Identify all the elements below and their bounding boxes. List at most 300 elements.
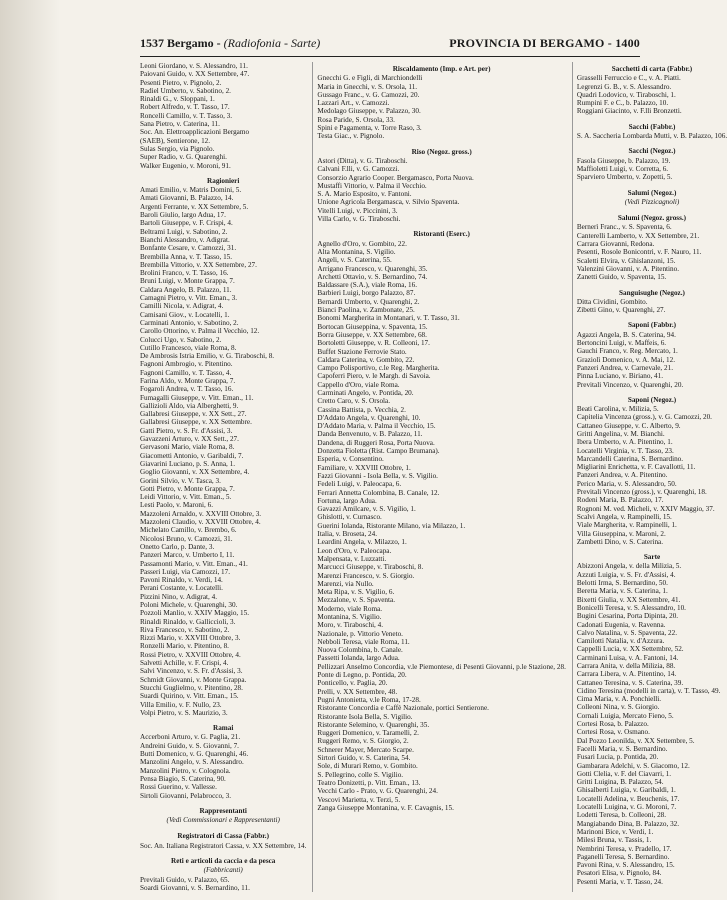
directory-entry: Bugini Cesarina, Porta Dipinta, 20. <box>576 612 679 621</box>
directory-entry: Cidino Teresina (modelli in carta), v. T. Tasso, 49. <box>576 686 721 695</box>
directory-entry: Lazzari Art., v. Camozzi. <box>317 99 390 108</box>
directory-entry: Carminati Antonio, v. Sabotino, 2. <box>140 318 239 327</box>
directory-entry: Lodetti Teresa, b. Colleoni, 28. <box>576 811 667 820</box>
directory-entry: Fagnoni Ambrogio, v. Pitentino. <box>140 360 233 369</box>
directory-entry: Gallabresi Giuseppe, v. XX Sett., 27. <box>140 410 247 419</box>
section-spacer <box>140 170 306 174</box>
section-title: Riso (Negoz. gross.) <box>411 147 472 156</box>
directory-entry: Cattaneo Teresina, v. S. Caterina, 39. <box>576 678 684 687</box>
directory-entry: Fortuna, largo Adua. <box>317 496 377 505</box>
directory-entry: Legrenzi G. B., v. S. Alessandro. <box>576 82 672 91</box>
directory-entry: Fasola Giuseppe, b. Palazzo, 19. <box>576 156 671 165</box>
directory-entry: Goglio Giovanni, v. XX Settembre, 4. <box>140 468 250 477</box>
directory-entry: Maria in Gnecchi, v. S. Orsola, 11. <box>317 82 418 91</box>
section-spacer <box>577 546 727 550</box>
section-spacer <box>140 825 306 829</box>
directory-entry: Sparviero Umberto, v. Zopetti, 5. <box>576 173 673 182</box>
directory-entry: Dal Pozzo Leonilda, v. XX Settembre, 5. <box>576 736 695 745</box>
directory-entry: Sana Pietro, v. Caterina, 11. <box>140 120 220 129</box>
directory-entry: Nebboli Teresa, viale Roma, 11. <box>317 637 410 646</box>
directory-entry: Rodeni Maria, B. Palazzo, 17. <box>576 496 664 505</box>
directory-entry: Pellizzari Anselmo Concordia, v.le Piemontese, di Pesenti Giovanni, p.le Stazione, 28. <box>317 662 566 671</box>
directory-entry: Fazzi Giovanni - Isola Bella, v. S. Vigilio. <box>317 471 438 480</box>
directory-entry: Sirtoli Giovanni, Pelabrocco, 3. <box>140 791 232 800</box>
directory-entry: Colucci Ugo, v. Sabotino, 2. <box>140 335 222 344</box>
directory-entry: Archetti Ottavio, v. S. Bernardino, 74. <box>317 272 428 281</box>
section-spacer <box>577 886 727 890</box>
directory-entry: Butti Domenico, v. G. Quarenghi, 46. <box>140 750 249 759</box>
directory-entry: Ibera Umberto, v. A. Pitentino, 1. <box>576 438 673 447</box>
directory-entry: Danda Benvenuto, v. B. Palazzo, 11. <box>317 430 423 439</box>
directory-entry: Marinoni Bice, v. Verdi, 1. <box>576 827 654 836</box>
directory-entry: S. Pellegrino, colle S. Vigilio. <box>317 770 404 779</box>
directory-entry: Facelli Maria, v. S. Bernardino. <box>576 744 668 753</box>
directory-entry: Passeri Luigi, via Camozzi, 17. <box>140 567 231 576</box>
directory-entry: Perico Maria, v. S. Alessandro, 50. <box>576 479 677 488</box>
directory-entry: Camilli Nicola, v. Adigrat, 4. <box>140 302 224 311</box>
directory-entry: Camilotti Natalia, v. d'Azzura. <box>576 637 665 646</box>
directory-entry: Marenzi Francesco, v. S. Giorgio. <box>317 571 415 580</box>
directory-entry: Fedeli Luigi, v. Paleocapa, 6. <box>317 480 402 489</box>
directory-entry: Sirtori Guido, v. S. Caterina, 54. <box>317 754 411 763</box>
section-title: Saponi (Negoz.) <box>627 395 677 404</box>
directory-entry: Mazzoleni Claudio, v. XXVIII Ottobre, 4. <box>140 518 261 527</box>
directory-entry: Rizzi Mario, v. XXVIII Ottobre, 3. <box>140 634 241 643</box>
directory-entry: Carrara Giovanni, Redona. <box>576 240 655 249</box>
directory-entry: Salvi Vincenzo, v. S. Fr. d'Assisi, 3. <box>140 667 243 676</box>
directory-entry: Riva Francesco, v. Sabotino, 2. <box>140 625 230 634</box>
directory-entry: Suardi Quirino, v. Vitt. Eman., 15. <box>140 692 239 701</box>
section-title: Ristoranti (Eserc.) <box>413 230 470 239</box>
directory-entry: Beretta Maria, v. S. Caterina, 1. <box>576 587 668 596</box>
directory-entry: Rinaldi Rinaldo, v. Galliccioli, 3. <box>140 617 236 626</box>
directory-entry: Testa Giac., v. Pignolo. <box>317 132 385 141</box>
directory-entry: Agnello d'Oro, v. Gombito, 22. <box>317 239 407 248</box>
directory-entry: Dandena, di Ruggeri Rosa, Porta Nuova. <box>317 438 435 447</box>
section-spacer <box>140 892 306 896</box>
directory-entry: Previtali Vincenzo, v. Quarenghi, 20. <box>576 380 684 389</box>
section-title: Sarte <box>643 553 661 562</box>
directory-entry: D'Addato Maria, v. Palma il Vecchio, 15. <box>317 422 436 431</box>
directory-entry: Cortesi Rosa, b. Palazzo. <box>576 720 649 729</box>
directory-entry: Leon d'Oro, v. Paleocapa. <box>317 546 392 555</box>
directory-entry: Calvani F.lli, v. G. Camozzi. <box>317 165 400 174</box>
section-title: Sacchi (Negoz.) <box>628 147 676 156</box>
directory-entry: Brembilla Anna, v. T. Tasso, 15. <box>140 252 233 261</box>
header-province: PROVINCIA DI BERGAMO - 1400 <box>449 36 640 50</box>
directory-entry: Cretto Caro, v. S. Orsola. <box>317 397 391 406</box>
directory-entry: Nicolosi Bruno, v. Camozzi, 31. <box>140 534 233 543</box>
directory-entry: Nazionale, p. Vittorio Veneto. <box>317 629 403 638</box>
directory-entry: Baldassare (S.A.), viale Roma, 16. <box>317 281 418 290</box>
directory-entry: Passetti Iolanda, largo Adua. <box>317 654 400 663</box>
directory-entry: Ponticello, v. Paglia, 20. <box>317 679 388 688</box>
directory-entry: Malpensata, v. Luzzatti. <box>317 554 387 563</box>
section-spacer <box>577 116 727 120</box>
directory-entry: Perani Costante, v. Locatelli. <box>140 584 223 593</box>
directory-entry: Volpi Pietro, v. S. Maurizio, 3. <box>140 708 228 717</box>
directory-entry: Panzeri Andrea, v. Carnevale, 21. <box>576 363 674 372</box>
section-subtitle: (Vedi Commissionari e Rappresentanti) <box>166 816 280 825</box>
column-2 <box>312 62 565 892</box>
directory-entry: Marcucci Giuseppe, v. Tiraboschi, 8. <box>317 563 424 572</box>
section-title: Saponi (Fabbr.) <box>627 321 677 330</box>
directory-entry: Amati Emilio, v. Matris Domini, 5. <box>140 186 242 195</box>
section-spacer <box>317 812 565 816</box>
directory-entry: Medolago Giuseppe, v. Palazzo, 30. <box>317 107 421 116</box>
directory-entry: Bianci Paolina, v. Zambonate, 25. <box>317 306 415 315</box>
directory-entry: Esperia, v. Consentino. <box>317 455 384 464</box>
directory-entry: Bonfante Cesare, v. Camozzi, 31. <box>140 244 237 253</box>
directory-entry: Buffet Stazione Ferrovie Stato. <box>317 347 407 356</box>
column-1 <box>140 62 306 892</box>
directory-entry: Accerboni Arturo, v. G. Paglia, 21. <box>140 733 241 742</box>
header-category-range: (Radiofonia - Sarte) <box>223 36 321 50</box>
directory-entry: Capitelia Vincenza (gross.), v. G. Camozzi, 20. <box>576 413 712 422</box>
directory-entry: Ruggeri Domenico, v. Taramelli, 2. <box>317 729 419 738</box>
directory-entry: Migliarini Enrichetta, v. F. Cavallotti, 11. <box>576 463 696 472</box>
directory-entry: Valenzini Giovanni, v. A. Pitentino. <box>576 264 680 273</box>
directory-entry: Rossi Pietro, v. XXVIII Ottobre, 4. <box>140 650 241 659</box>
section-spacer <box>577 314 727 318</box>
directory-entry: Cutillo Francesco, viale Roma, 8. <box>140 343 237 352</box>
directory-entry: D'Addato Angela, v. Quarenghi, 10. <box>317 413 421 422</box>
directory-entry: Villa Carlo, v. G. Tiraboschi. <box>317 215 401 224</box>
directory-entry: Mustaffi Vittorio, v. Palma il Vecchio. <box>317 181 427 190</box>
directory-entry: Beati Carolina, v. Milizia, 5. <box>576 405 659 414</box>
directory-entry: Gavazzi Amilcare, v. S. Vigilio, 1. <box>317 505 416 514</box>
directory-entry: Brolini Franco, v. T. Tasso, 16. <box>140 269 229 278</box>
directory-entry: Cortesi Rosa, v. Osmano. <box>576 728 650 737</box>
directory-entry: Pavoni Rinaldo, v. Verdi, 14. <box>140 576 223 585</box>
directory-entry: Pensa Biagio, S. Caterina, 90. <box>140 774 226 783</box>
directory-entry: Nuova Colombina, b. Canale. <box>317 646 403 655</box>
directory-entry: Locatelli Luigina, v. G. Moroni, 7. <box>576 803 677 812</box>
directory-entry: Cima Maria, v. A. Ponchielli. <box>576 695 662 704</box>
directory-entry: (SAEB), Sentierone, 12. <box>140 136 211 145</box>
directory-entry: Pesatori Elisa, v. Pignolo, 84. <box>576 869 662 878</box>
directory-entry: Angeli, v. S. Caterina, 55. <box>317 256 392 265</box>
directory-entry: Gallizioli Aldo, via Alberghetti, 9. <box>140 401 239 410</box>
directory-entry: Bartoli Giuseppe, v. F. Crispi, 4. <box>140 219 233 228</box>
directory-entry: Cornali Luigia, Mercato Fieno, 5. <box>576 711 674 720</box>
directory-entry: Spini e Pagamenta, v. Torre Raso, 3. <box>317 124 422 133</box>
directory-entry: Zibetti Gino, v. Quarenghi, 27. <box>576 306 666 315</box>
directory-entry: Bonomi Margherita in Montanari, v. T. Tasso, 31. <box>317 314 460 323</box>
directory-entry: Gauchi Franco, v. Reg. Mercato, 1. <box>576 347 678 356</box>
directory-entry: Ristorante Selemino, v. Quarenghi, 35. <box>317 720 430 729</box>
directory-entry: Leidi Vittorio, v. Vitt. Eman., 5. <box>140 493 232 502</box>
directory-entry: Nembrini Teresa, v. Pradello, 17. <box>576 844 672 853</box>
directory-entry: Fumagalli Giuseppe, v. Vitt. Eman., 11. <box>140 393 254 402</box>
directory-entry: Vescovi Marietta, v. Terzi, 5. <box>317 795 401 804</box>
directory-entry: Graziolì Domenico, v. A. Mai, 12. <box>576 355 676 364</box>
directory-entry: Previtali Guido, v. Palazzo, 65. <box>140 875 230 884</box>
section-spacer <box>317 141 565 145</box>
directory-entry: Bernerì Franc., v. S. Spaventa, 6. <box>576 223 672 232</box>
directory-entry: Abizzoni Angela, v. della Milizia, 5. <box>576 562 682 571</box>
directory-entry: Cattaneo Giuseppe, v. C. Alberto, 9. <box>576 421 681 430</box>
directory-entry: Soc. An. Elettroapplicazioni Bergamo <box>140 128 250 137</box>
directory-entry: Gussago Franc., v. G. Camozzi, 20. <box>317 90 420 99</box>
directory-entry: Lesti Paolo, v. Maroni, 6. <box>140 501 213 510</box>
directory-entry: Vitelli Luigi, v. Piccinini, 3. <box>317 206 398 215</box>
directory-entry: Schnerer Mayer, Mercato Scarpe. <box>317 745 414 754</box>
directory-entry: Ronzelli Mario, v. Pitentino, 8. <box>140 642 229 651</box>
directory-entry: Carminani Luisa, v. A. Fantoni, 14. <box>576 653 679 662</box>
section-title: Sacchetti di carta (Fabbr.) <box>611 65 693 73</box>
directory-entry: Pizzini Nino, v. Adigrat, 4. <box>140 592 217 601</box>
section-subtitle: (Vedi Pizzicagnoli) <box>624 197 680 206</box>
directory-entry: Mangiabando Dina, B. Palazzo, 32. <box>576 819 680 828</box>
directory-entry: Campo Polisportivo, c.le Reg. Margherita. <box>317 364 440 373</box>
directory-entry: Quadri Lodovico, v. Tiraboschi, 1. <box>576 90 676 99</box>
directory-entry: Beltrami Luigi, v. Sabotino, 2. <box>140 227 228 236</box>
section-title: Salumi (Negoz.) <box>627 188 677 197</box>
directory-entry: Rossi Guerino, v. Vallesse. <box>140 783 217 792</box>
directory-entry: Prelli, v. XX Settembre, 48. <box>317 687 398 696</box>
directory-entry: Gavazzeni Arturo, v. XX Sett., 27. <box>140 435 239 444</box>
directory-entry: Gotti Clelia, v. F. del Ciavarri, 1. <box>576 769 672 778</box>
directory-entry: Andreini Guido, v. S. Giovanni, 7. <box>140 741 239 750</box>
directory-entry: Gritti Luigina, B. Palazzo, 54. <box>576 778 664 787</box>
directory-entry: Moro, v. Tiraboschi, 4. <box>317 621 384 630</box>
directory-entry: Cadonati Eugenia, v. Ravenna. <box>576 620 666 629</box>
directory-entry: Paganelli Teresa, S. Bernardino. <box>576 852 670 861</box>
header-left <box>140 36 320 51</box>
directory-entry: Calvo Natalina, v. S. Spaventa, 22. <box>576 628 678 637</box>
section-spacer <box>577 140 727 144</box>
directory-entry: Fusari Lucia, p. Pontida, 20. <box>576 753 659 762</box>
directory-entry: Mezzalone, v. S. Spaventa. <box>317 596 395 605</box>
directory-entry: De Ambrosis Istria Emilio, v. G. Tiraboschi, 8. <box>140 352 275 361</box>
directory-entry: Locatelli Adelina, v. Beuchenis, 17. <box>576 794 680 803</box>
directory-entry: Argenti Ferrante, v. XX Settembre, 5. <box>140 202 249 211</box>
directory-entry: Bixetti Giulia, v. XX Settembre, 41. <box>576 595 681 604</box>
section-spacer <box>317 223 565 227</box>
directory-entry: Carrara Libera, v. A. Pitentino, 14. <box>576 670 677 679</box>
directory-entry: Bortoletti Giuseppe, v. R. Colleoni, 17. <box>317 339 430 348</box>
directory-entry: Alta Montanina, S. Vigilio. <box>317 247 396 256</box>
header-page-city: 1537 Bergamo - <box>140 36 221 50</box>
directory-entry: Grasselli Ferruccio e C., v. A. Piatti. <box>576 74 681 83</box>
directory-entry: Colleoni Nina, v. S. Giorgio. <box>576 703 660 712</box>
directory-entry: Marcandelli Caterina, S. Bernardino. <box>576 454 684 463</box>
directory-entry: Bortocan Giuseppina, v. Spaventa, 15. <box>317 322 428 331</box>
directory-entry: Rumpini F. e C., b. Palazzo, 10. <box>576 99 669 108</box>
directory-entry: Schmidt Giovanni, v. Monte Grappa. <box>140 675 247 684</box>
directory-entry: Camisani Giov., v. Locatelli, 1. <box>140 310 230 319</box>
directory-entry: Mazzoleni Arnaldo, v. XXVIII Ottobre, 3. <box>140 509 262 518</box>
directory-entry: Scalvi Angela, v. Rampinelli, 15. <box>576 512 672 521</box>
directory-entry: Locatelli Virginia, v. T. Tasso, 23. <box>576 446 674 455</box>
section-spacer <box>577 207 727 211</box>
directory-entry: Carollo Ottorino, v. Palma il Vecchio, 12. <box>140 327 260 336</box>
directory-entry: Zanga Giuseppe Montanina, v. F. Cavagnis, 15. <box>317 803 454 812</box>
directory-entry: Pozzoli Manlio, v. XXIV Maggio, 15. <box>140 609 250 618</box>
directory-entry: Poloni Michele, v. Quarenghi, 30. <box>140 601 238 609</box>
directory-entry: Agazzi Angela, B. S. Caterina, 94. <box>576 330 676 339</box>
directory-entry: Amati Giovanni, B. Palazzo, 14. <box>140 194 234 203</box>
directory-entry: Unione Agricola Bergamasca, v. Silvio Spaventa. <box>317 198 460 207</box>
directory-entry: Manzolini Pietro, v. Colognola. <box>140 766 231 775</box>
directory-entry: Giacometti Antonio, v. Garibaldi, 7. <box>140 451 244 460</box>
section-spacer <box>140 800 306 804</box>
directory-entry: Pesenti Pietro, v. Pignolo, 2. <box>140 78 222 87</box>
directory-columns <box>140 62 727 892</box>
directory-entry: Montanina, S. Vigilio. <box>317 613 382 621</box>
directory-entry: Rognoni M. ved. Micheli, v. XXIV Maggio, 37. <box>576 504 715 513</box>
directory-entry: Baroli Giulio, largo Adua, 17. <box>140 211 226 220</box>
directory-entry: Caldara Angelo, B. Palazzo, 11. <box>140 285 232 294</box>
directory-entry: Gervasoni Mario, viale Roma, 8. <box>140 443 235 452</box>
directory-entry: Carminati Angelo, v. Pontida, 20. <box>317 388 414 397</box>
column-3 <box>572 62 727 892</box>
directory-entry: Leardini Angela, v. Milazzo, 1. <box>317 538 407 547</box>
directory-entry: Ponte di Legno, p. Pontida, 20. <box>317 671 407 680</box>
directory-entry: Ruggeri Remo, v. S. Giorgio, 2. <box>317 737 409 746</box>
directory-entry: Teatro Donizetti, p. Vitt. Eman., 13. <box>317 778 421 787</box>
directory-entry: Carrara Anita, v. della Milizia, 88. <box>576 662 676 670</box>
directory-entry: Brembilla Vittorio, v. XX Settembre, 27. <box>140 260 257 269</box>
directory-entry: Rosa Paride, S. Orsola, 33. <box>317 115 395 124</box>
directory-entry: Ghisalberti Luigia, v. Garibaldi, 1. <box>576 786 676 795</box>
section-title: Sanguisughe (Negoz.) <box>619 288 685 297</box>
directory-entry: Fogaroli Andrea, v. T. Tasso, 16. <box>140 385 234 394</box>
directory-entry: Gatti Pietro, v. S. Fr. d'Assisi, 3. <box>140 426 233 435</box>
directory-entry: Capoferri Piero, v. le Margh. di Savoia. <box>317 372 431 381</box>
directory-entry: Zambetti Dino, v. S. Caterina. <box>576 537 664 546</box>
directory-entry: Belotti Irma, S. Bernardino, 50. <box>576 579 668 588</box>
directory-entry: Vecchi Carlo - Prato, v. G. Quarenghi, 24. <box>317 787 438 796</box>
directory-entry: Viale Margherita, v. Rampinelli, 1. <box>576 521 677 530</box>
directory-entry: Manzolini Angelo, v. S. Alessandro. <box>140 758 244 767</box>
directory-entry: Gritti Angelina, v. M. Bianchi. <box>576 429 665 438</box>
directory-entry: Previtali Vincenzo (gross.), v. Quarenghi, 18. <box>576 488 707 497</box>
directory-entry: Stucchi Guglielmo, v. Pitentino, 28. <box>140 683 243 692</box>
directory-entry: Zanetti Guido, v. Spaventa, 15. <box>576 273 667 282</box>
directory-entry: Passamonti Mario, v. Vitt. Eman., 41. <box>140 559 248 568</box>
directory-entry: Ghislotti, v. Curnasco. <box>317 513 382 522</box>
directory-entry: Salvetti Achille, v. F. Crispi, 4. <box>140 659 229 668</box>
directory-entry: Roncelli Camillo, v. T. Tasso, 3. <box>140 111 233 120</box>
section-title: Sacchi (Fabbr.) <box>628 122 676 131</box>
page-header <box>140 36 640 57</box>
directory-entry: Astori (Ditta), v. G. Tiraboschi. <box>317 156 408 165</box>
directory-entry: Scaletti Elvira, v. Ghislanzoni, 15. <box>576 256 676 265</box>
directory-entry: Soc. An. Italiana Registratori Cassa, v. XX Settembre, 14. <box>140 841 307 850</box>
directory-entry: Pesenti, Rosole Bonicontri, v. F. Nauro, 11. <box>576 248 702 257</box>
directory-entry: Ristorante Isola Bella, S. Vigilio. <box>317 712 413 721</box>
directory-entry: Ditta Cividini, Gombito. <box>576 297 648 306</box>
directory-entry: Gallabresi Giuseppe, v. XX Settembre. <box>140 418 252 427</box>
section-title: Salumi (Negoz. gross.) <box>617 214 687 223</box>
directory-entry: Panzeri Marco, v. Umberto I, 11. <box>140 551 235 560</box>
directory-entry: Soardi Giovanni, v. S. Bernardino, 11. <box>140 883 250 892</box>
directory-entry: Bertoncini Luigi, v. Maffeis, 6. <box>576 339 667 348</box>
directory-entry: Ristorante Concordia e Caffè Nazionale, portici Sentierone. <box>317 704 489 713</box>
directory-entry: Robert Alfredo, v. T. Tasso, 17. <box>140 103 230 112</box>
section-title: Registratori di Cassa (Fabbr.) <box>177 832 269 841</box>
directory-entry: Super Radio, v. G. Quarenghi. <box>140 153 227 162</box>
directory-entry: Italia, v. Broseta, 24. <box>317 530 378 539</box>
directory-entry: Leoni Giordano, v. S. Alessandro, 11. <box>140 62 248 70</box>
section-title: Ragionieri <box>207 176 240 185</box>
directory-entry: Panzeri Andrea, v. A. Pitentino. <box>576 471 668 480</box>
directory-entry: Marenzi, via Nullo. <box>317 579 374 588</box>
directory-entry: Farina Aldo, v. Monte Grappa, 7. <box>140 376 236 385</box>
directory-entry: Caldara Caterina, v. Gombito, 22. <box>317 355 415 364</box>
directory-entry: Gorini Silvio, v. V. Tasca, 3. <box>140 476 221 485</box>
directory-entry: Michelato Camillo, v. Brembo, 6. <box>140 526 237 535</box>
directory-entry: Gnecchi G. e Figli, di Marchiondelli <box>317 74 423 83</box>
directory-entry: S. A. Saccheria Lombarda Mutti, v. B. Palazzo, 106. <box>576 132 727 141</box>
directory-entry: Roggiani Giacinto, v. F.lli Bronzetti. <box>576 107 682 116</box>
section-title: Ramai <box>213 724 234 733</box>
directory-entry: Donzetta Fioletta (Rist. Campo Brumana). <box>317 447 440 456</box>
page-margin-shadow <box>0 0 60 900</box>
directory-entry: Milesi Bruna, v. Tassis, 1. <box>576 836 652 845</box>
directory-entry: Familiare, v. XXVIII Ottobre, 1. <box>317 463 411 472</box>
section-title: Reti e articoli da caccia e da pesca <box>171 857 276 866</box>
directory-entry: Radiel Umberto, v. Sabotino, 2. <box>140 86 231 95</box>
directory-entry: Walker Eugenio, v. Moroni, 91. <box>140 161 231 170</box>
directory-entry: Bianchi Alessandro, v. Adigrat. <box>140 235 230 244</box>
directory-entry: Azzuti Luigia, v. S. Fr. d'Assisi, 4. <box>576 570 676 579</box>
directory-entry: Pesenti Maria, v. T. Tasso, 24. <box>576 877 663 886</box>
directory-entry: Bernardi Umberto, v. Quarenghi, 2. <box>317 297 420 306</box>
section-spacer <box>140 850 306 854</box>
directory-entry: Pugni Antonietta, v.le Roma, 17-28. <box>317 695 421 704</box>
directory-entry: Sole, di Murari Remo, v. Gombito. <box>317 762 418 771</box>
section-title: Rappresentanti <box>199 806 247 815</box>
directory-entry: Borra Giuseppe, v. XX Settembre, 68. <box>317 330 427 339</box>
directory-entry: Consorzio Agrario Cooper. Bergamasco, Porta Nuova. <box>317 173 474 182</box>
directory-entry: Bruni Luigi, v. Monte Grappa, 7. <box>140 277 235 286</box>
directory-entry: Pinna Luciano, v. Biriano, 41. <box>576 372 664 381</box>
directory-entry: Camagni Pietro, v. Vitt. Eman., 3. <box>140 294 237 303</box>
section-spacer <box>577 182 727 186</box>
directory-entry: Guerini Iolanda, Ristorante Milano, via Milazzo, 1. <box>317 521 466 530</box>
directory-entry: S. A. Mario Esposito, v. Fantoni. <box>317 190 412 199</box>
directory-entry: Villa Giuseppina, v. Maroni, 2. <box>576 529 666 538</box>
directory-entry: Maffioletti Luigi, v. Corretta, 6. <box>576 164 669 173</box>
directory-entry: Pavoni Rina, v. S. Alessandro, 15. <box>576 861 675 870</box>
directory-entry: Fagnoni Camillo, v. T. Tasso, 4. <box>140 368 232 377</box>
directory-entry: Paiovani Guido, v. XX Settembre, 47. <box>140 70 250 79</box>
directory-entry: Gotti Pietro, v. Monte Grappa, 7. <box>140 484 235 493</box>
section-title: Riscaldamento (Imp. e Art. per) <box>392 65 491 73</box>
directory-entry: Cappelli Lucia, v. XX Settembre, 52. <box>576 645 684 654</box>
directory-entry: Cassina Battista, p. Vecchia, 2. <box>317 405 406 414</box>
directory-entry: Moderno, viale Roma. <box>317 604 383 613</box>
directory-entry: Ferrari Annetta Colombina, B. Canale, 12. <box>317 488 440 497</box>
directory-entry: Onetto Carlo, p. Dante, 3. <box>140 542 215 551</box>
directory-entry: Meta Ripa, v. S. Vigilio, 6. <box>317 588 395 597</box>
directory-entry: Canterelli Lamberto, v. XX Settembre, 21. <box>576 231 700 240</box>
directory-entry: Arrigano Francesco, v. Quarenghi, 35. <box>317 264 428 273</box>
section-subtitle: (Fabbricanti) <box>203 866 243 875</box>
section-spacer <box>577 282 727 286</box>
directory-entry: Barbieri Luigi, borgo Palazzo, 87. <box>317 289 416 298</box>
directory-entry: Gambarara Adelchi, v. S. Giacomo, 12. <box>576 761 690 770</box>
section-spacer <box>577 389 727 393</box>
directory-entry: Cappello d'Oro, viale Roma. <box>317 380 400 389</box>
directory-entry: Sulas Sergio, via Pignolo. <box>140 144 215 153</box>
directory-entry: Villa Emilio, v. F. Nullo, 23. <box>140 700 222 709</box>
directory-entry: Rinaldi G., v. Sloppani, 1. <box>140 95 215 104</box>
section-spacer <box>140 717 306 721</box>
